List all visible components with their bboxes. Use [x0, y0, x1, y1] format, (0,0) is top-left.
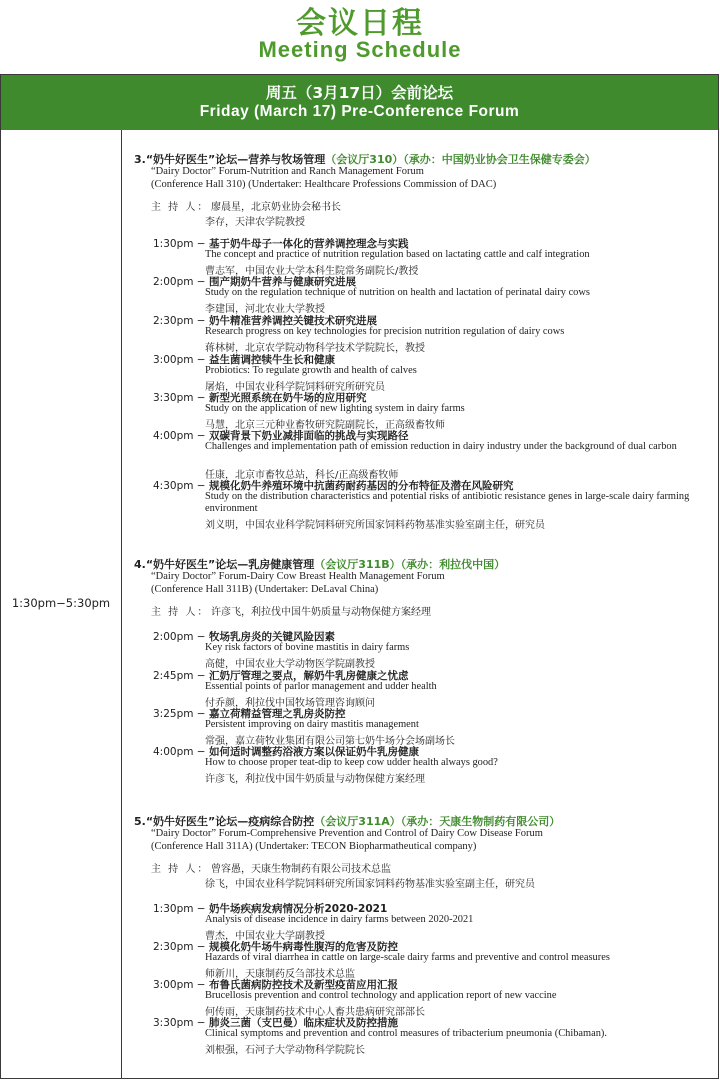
session-venue-en: (Conference Hall 311B) (Undertaker: DeLaval China): [151, 584, 379, 595]
session-host: 主 持 人： 曾容愚，天康生物制药有限公司技术总监: [151, 864, 391, 875]
time-range: 1:30pm−5:30pm: [11, 596, 111, 610]
session-title: 5.“奶牛好医生”论坛—疫病综合防控（会议厅311A）（承办：天康生物制药有限公司）: [134, 815, 561, 828]
session-host-2: 李存，天津农学院教授: [205, 217, 305, 228]
page-title-en: Meeting Schedule: [258, 37, 462, 62]
page-title-cn: 会议日程: [296, 6, 424, 41]
session-title-en: “Dairy Doctor” Forum-Nutrition and Ranch Management Forum: [151, 166, 424, 177]
session-title: 4.“奶牛好医生”论坛—乳房健康管理（会议厅311B）（承办：利拉伐中国）: [134, 558, 506, 571]
day-banner: [1, 75, 718, 130]
session-host: 主 持 人： 许彦飞，利拉伐中国牛奶质量与动物保健方案经理: [151, 607, 431, 618]
session-venue-en: (Conference Hall 310) (Undertaker: Healthcare Professions Commission of DAC): [151, 179, 497, 190]
session-title-en: “Dairy Doctor” Forum-Comprehensive Prevention and Control of Dairy Cow Disease Forum: [151, 828, 543, 839]
session-host: 主 持 人： 廖晨星，北京奶业协会秘书长: [151, 202, 341, 213]
session-host-2: 徐飞，中国农业科学院饲料研究所国家饲料药物基准实验室副主任，研究员: [205, 879, 535, 890]
session-venue-en: (Conference Hall 311A) (Undertaker: TECON Biopharmatheutical company): [151, 841, 477, 852]
page-header: [0, 0, 720, 75]
session-title: 3.“奶牛好医生”论坛—营养与牧场管理（会议厅310）（承办：中国奶业协会卫生保健专委会）: [134, 153, 596, 166]
column-divider: [121, 130, 122, 1078]
day-label-cn: 周五（3月17日）会前论坛: [265, 84, 454, 102]
schedule-table: 周五（3月17日）会前论坛 Friday (March 17) Pre-Conference Forum 1:30pm−5:30pm 3.“奶牛好医生”论坛—营养与牧场管理（会议厅310）（承办：中国奶业协会卫生保健专委会） “Dairy Doctor” Forum-Nutrition and Ranch Management Forum (Conference Hall 310) (Undertaker: Healthcare Professions Commission of DAC) 主 持 人： 廖晨星，北京奶业协会秘书长 李存，天津农学院教授 1:30pm − 基于奶牛母子一体化的营养调控理念与实践 The concept and practice of nutrition regulation based on lactating cattle and calf integration 曹志军，中国农业大学本科生院常务副院长/教授 2:00pm − 围产期奶牛营养与健康研究进展 Study on the regulation technique of nutrition on health and lactation of perinatal dairy cows 李建国，河北农业大学教授 2:30pm − 奶牛精准营养调控关键技术研究进展 Research progress on key technologies for precision nutrition regulation of dairy cows 蒋林树，北京农学院动物科学技术学院院长，教授 3:00pm − 益生菌调控犊牛生长和健康 Probiotics: To regulate growth and health of calves 屠焰，中国农业科学院饲料研究所研究员 3:30pm − 新型光照系统在奶牛场的应用研究 Study on the application of new lighting system in dairy farms 马慧，北京三元种业畜牧研究院副院长，正高级畜牧师 4:00pm − 双碳背景下奶业减排面临的挑战与实现路径 Challenges and implementation path of emission reduction in dairy industry under the background of dual carbon 任康，北京市畜牧总站，科长/正高级畜牧师 4:30pm − 规模化奶牛养殖环境中抗菌药耐药基因的分布特征及潜在风险研究 Study on the distribution characteristics and potential risks of antibiotic resistance genes in large-scale dairy farming environment 刘义明，中国农业科学院饲料研究所国家饲料药物基准实验室副主任，研究员 4.“奶牛好医生”论坛—乳房健康管理（会议厅311B）（承办：利拉伐中国） “Dairy Doctor” Forum-Dairy Cow Breast Health Management Forum (Conference Hall 311B) (Undertaker: DeLaval China) 主 持 人： 许彦飞，利拉伐中国牛奶质量与动物保健方案经理 2:00pm − 牧场乳房炎的关键风险因素 Key risk factors of bovine mastitis in dairy farms 高健，中国农业大学动物医学院副教授 2:45pm − 汇奶厅管理之要点，解奶牛乳房健康之忧虑 Essential points of parlor management and udder health 付乔颜，利拉伐中国牧场管理咨询顾问 3:25pm − 嘉立荷精益管理之乳房炎防控 Persistent improving on dairy mastitis management 常强，嘉立荷牧业集团有限公司第七奶牛场分会场副场长 4:00pm − 如何适时调整药浴液方案以保证奶牛乳房健康 How to choose proper teat-dip to keep cow udder health always good? 许彦飞，利拉伐中国牛奶质量与动物保健方案经理 5.“奶牛好医生”论坛—疫病综合防控（会议厅311A）（承办：天康生物制药有限公司） “Dairy Doctor” Forum-Comprehensive Prevention and Control of Dairy Cow Disease Forum (Conference Hall 311A) (Undertaker: TECON Biopharmatheutical company) 主 持 人： 曾容愚，天康生物制药有限公司技术总监 徐飞，中国农业科学院饲料研究所国家饲料药物基准实验室副主任，研究员 1:30pm − 奶牛场疾病发病情况分析2020-2021 Analysis of disease incidence in dairy farms between 2020-2021 曹杰，中国农业大学副教授 2:30pm − 规模化奶牛场牛病毒性腹泻的危害及防控 Hazards of viral diarrhea in cattle on large-scale dairy farms and preventive and control measures 师新川，天康制药反刍部技术总监 3:00pm − 布鲁氏菌病防控技术及新型疫苗应用汇报 Brucellosis prevention and control technology and application report of new vaccine 何传雨，天康制药技术中心人畜共患病研究部部长 3:30pm − 肺炎三菌（支巴曼）临床症状及防控措施 Clinical symptoms and prevention and control measures of tribacterium pneumonia (Chibaman). 刘根强，石河子大学动物科学院院长: [0, 74, 719, 1079]
session-title-en: “Dairy Doctor” Forum-Dairy Cow Breast Health Management Forum: [151, 571, 445, 582]
day-label-en: Friday (March 17) Pre-Conference Forum: [199, 103, 520, 120]
